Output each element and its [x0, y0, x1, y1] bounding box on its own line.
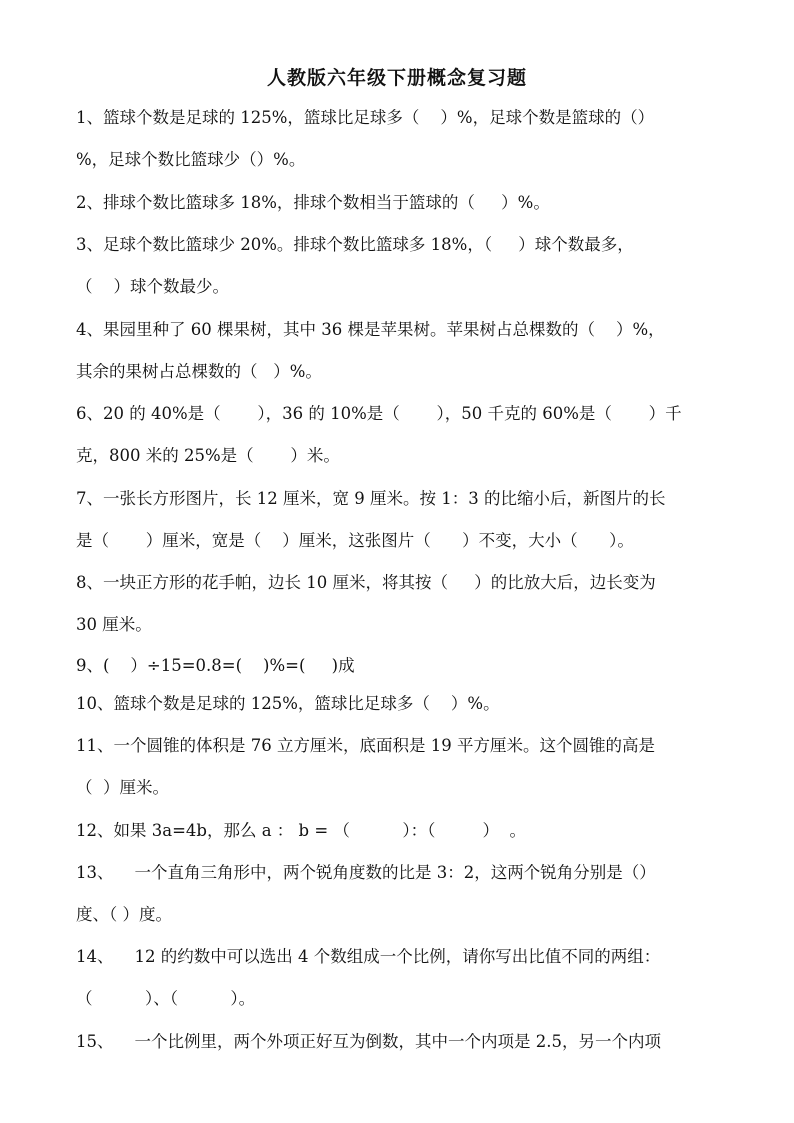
text-line: 度、（ ）度。	[76, 905, 172, 924]
text-line: 1、篮球个数是足球的 125%，篮球比足球多（ ）%，足球个数是篮球的（）	[76, 108, 655, 127]
text-line: 15、 一个比例里，两个外项正好互为倒数，其中一个内项是 2.5，另一个内项	[76, 1032, 661, 1051]
page-title: 人教版六年级下册概念复习题	[266, 67, 527, 89]
text-line: 9、( ）÷15=0.8=( )%=( )成	[76, 656, 355, 675]
text-line: 是（ ）厘米，宽是（ ）厘米，这张图片（ ）不变，大小（ ）。	[76, 531, 634, 550]
text-line: （ ）、（ ）。	[76, 989, 256, 1008]
text-line: %，足球个数比篮球少（）%。	[76, 150, 306, 169]
text-line: 4、果园里种了 60 棵果树，其中 36 棵是苹果树。苹果树占总棵数的（ ）%，	[76, 320, 665, 339]
text-line: 11、一个圆锥的体积是 76 立方厘米，底面积是 19 平方厘米。这个圆锥的高是	[76, 736, 655, 755]
text-line: 3、足球个数比篮球少 20%。排球个数比篮球多 18%，（ ）球个数最多，	[76, 235, 634, 254]
text-line: 7、一张长方形图片，长 12 厘米，宽 9 厘米。按 1：3 的比缩小后，新图片的长	[76, 489, 666, 508]
text-line: 14、 12 的约数中可以选出 4 个数组成一个比例，请你写出比值不同的两组：	[76, 947, 661, 966]
text-line: 6、20 的 40%是（ ），36 的 10%是（ ），50 千克的 60%是（ ）千	[76, 404, 682, 423]
text-line: 8、一块正方形的花手帕，边长 10 厘米，将其按（ ）的比放大后，边长变为	[76, 573, 656, 592]
text-line: 2、排球个数比篮球多 18%，排球个数相当于篮球的（ ）%。	[76, 193, 550, 212]
text-line: （ ）球个数最少。	[76, 277, 229, 296]
text-line: 13、 一个直角三角形中，两个锐角度数的比是 3：2，这两个锐角分别是（）	[76, 863, 656, 882]
text-line: （ ）厘米。	[76, 778, 169, 797]
text-line: 12、如果 3a=4b，那么 a ： b = （ ）：（ ） 。	[76, 821, 527, 840]
text-line: 其余的果树占总棵数的（ ）%。	[76, 362, 322, 381]
text-line: 30 厘米。	[76, 615, 152, 634]
text-line: 克，800 米的 25%是（ ）米。	[76, 446, 340, 465]
text-line: 10、篮球个数是足球的 125%，篮球比足球多（ ）%。	[76, 694, 500, 713]
